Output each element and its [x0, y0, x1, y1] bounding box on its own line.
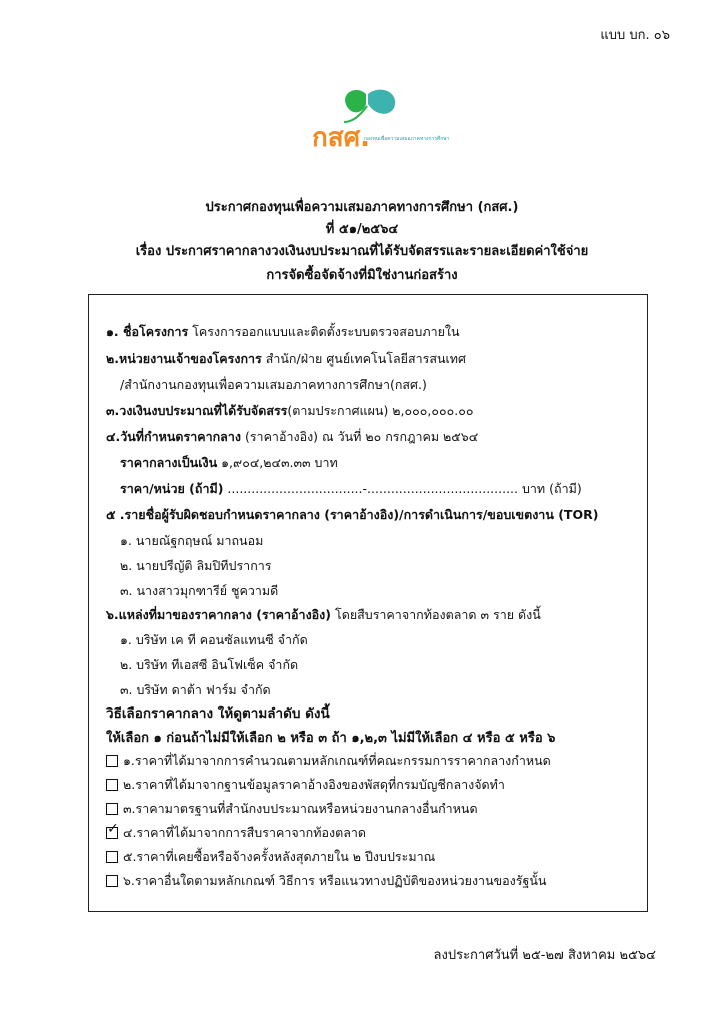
item-2-value: สำนัก/ฝ่าย ศูนย์เทคโนโลยีสารสนเทศ: [265, 351, 466, 366]
option-label: ๖.ราคาอื่นใดตามหลักเกณฑ์ วิธีการ หรือแนวทางปฏิบัติของหน่วยงานของรัฐนั้น: [123, 873, 547, 888]
option-label: ๑.ราคาที่ได้มาจากการคำนวณตามหลักเกณฑ์ที่คณะกรรมการราคากลางกำหนด: [123, 753, 551, 768]
option-row[interactable]: [106, 871, 546, 891]
method-rule: ให้เลือก ๑ ก่อนถ้าไม่มีให้เลือก ๒ หรือ ๓ ถ้า ๑,๒,๓ ไม่มีให้เลือก ๔ หรือ ๕ หรือ ๖: [106, 731, 556, 746]
option-label: ๕.ราคาที่เคยซื้อหรือจ้างครั้งหลังสุดภายใน ๒ ปีงบประมาณ: [123, 849, 436, 864]
item-5-person: ๒. นายปรีญัติ ลิมปิทีปราการ: [120, 558, 272, 573]
option-checkbox[interactable]: [106, 779, 118, 791]
item-4-price-label: ราคากลางเป็นเงิน: [120, 455, 218, 470]
item-1-label: ๑. ชื่อโครงการ: [106, 324, 189, 339]
form-code: แบบ บก. ๐๖: [600, 28, 670, 43]
item-4-price: [120, 453, 338, 473]
heading-line-2: ที่ ๕๑/๒๕๖๔: [325, 222, 399, 237]
option-checkbox[interactable]: [106, 803, 118, 815]
item-4-price-value: ๑,๙๐๔,๒๔๓.๓๓ บาท: [221, 455, 338, 470]
logo-subtext: กองทุนเพื่อความเสมอภาคทางการศึกษา: [364, 136, 450, 142]
item-4-value: (ราคาอ้างอิง) ณ วันที่ ๒๐ กรกฎาคม ๒๕๖๔: [244, 429, 479, 444]
item-3-value: (ตามประกาศแผน) ๒,๐๐๐,๐๐๐.๐๐: [287, 403, 474, 418]
option-row[interactable]: [106, 799, 478, 819]
heading-line-3: เรื่อง ประกาศราคากลางวงเงินงบประมาณที่ได้รับจัดสรรและรายละเอียดค่าใช้จ่าย: [135, 244, 589, 259]
item-1: [106, 322, 460, 342]
item-6-source: ๓. บริษัท ดาต้า ฟาร์ม จำกัด: [120, 682, 271, 697]
item-2: [106, 349, 466, 369]
method-title: วิธีเลือกราคากลาง ให้ดูตามลำดับ ดังนี้: [106, 706, 330, 722]
item-6-source: ๒. บริษัท ทีเอสซี อินโฟเซ็ค จำกัด: [120, 657, 299, 672]
heading-line-4: การจัดซื้อจัดจ้างที่มิใช่งานก่อสร้าง: [266, 268, 458, 283]
item-4-label: ๔.วันที่กำหนดราคากลาง: [106, 429, 241, 444]
item-2-continuation: /สำนักงานกองทุนเพื่อความเสมอภาคทางการศึกษา(กสศ.): [120, 377, 427, 392]
option-row[interactable]: [106, 751, 551, 771]
option-checkbox[interactable]: [106, 875, 118, 887]
option-row[interactable]: [106, 823, 366, 843]
option-label: ๓.ราคามาตรฐานที่สำนักงบประมาณหรือหน่วยงานกลางอื่นกำหนด: [123, 801, 478, 816]
item-5-person: ๓. นางสาวมุกฑารีย์ ชูความดี: [120, 583, 279, 598]
item-4-unit-price: [120, 479, 582, 499]
option-label: ๒.ราคาที่ได้มาจากฐานข้อมูลราคาอ้างอิงของพัสดุที่กรมบัญชีกลางจัดทำ: [123, 777, 505, 792]
item-4: [106, 427, 478, 447]
organization-logo: [308, 86, 450, 158]
item-6-label: ๖.แหล่งที่มาของราคากลาง (ราคาอ้างอิง): [106, 607, 331, 622]
item-5-label: ๕ .รายชื่อผู้รับผิดชอบกำหนดราคากลาง (ราคาอ้างอิง)/การดำเนินการ/ขอบเขตงาน (TOR): [106, 507, 599, 522]
checkmark-icon: ✓: [107, 821, 119, 837]
option-checkbox[interactable]: [106, 851, 118, 863]
item-2-label: ๒.หน่วยงานเจ้าของโครงการ: [106, 351, 262, 366]
item-4-unit-value: ..................................-...................................... บาท (ถ้ามี): [227, 481, 582, 496]
option-checkbox-checked[interactable]: [106, 821, 119, 839]
option-checkbox[interactable]: [106, 755, 118, 767]
item-3-label: ๓.วงเงินงบประมาณที่ได้รับจัดสรร: [106, 403, 288, 418]
heading-line-1: ประกาศกองทุนเพื่อความเสมอภาคทางการศึกษา (กสศ.): [205, 200, 519, 215]
option-row[interactable]: [106, 775, 505, 795]
item-5-person: ๑. นายณัฐกฤษณ์ มาถนอม: [120, 533, 264, 548]
item-6-value: โดยสืบราคาจากท้องตลาด ๓ ราย ดังนี้: [334, 607, 541, 622]
logo-graphic: [308, 86, 450, 158]
announcement-date: ลงประกาศวันที่ ๒๕-๒๗ สิงหาคม ๒๕๖๔: [433, 948, 656, 963]
item-6-source: ๑. บริษัท เค ที คอนซัลแทนซี จำกัด: [120, 632, 308, 647]
option-row[interactable]: [106, 847, 435, 867]
item-6: [106, 605, 541, 625]
item-1-value: โครงการออกแบบและติดตั้งระบบตรวจสอบภายใน: [192, 324, 460, 339]
item-4-unit-label: ราคา/หน่วย (ถ้ามี): [120, 481, 224, 496]
item-3: [106, 401, 474, 421]
logo-wordmark: กสศ.: [312, 123, 370, 153]
option-label: ๔.ราคาที่ได้มาจากการสืบราคาจากท้องตลาด: [123, 825, 367, 840]
